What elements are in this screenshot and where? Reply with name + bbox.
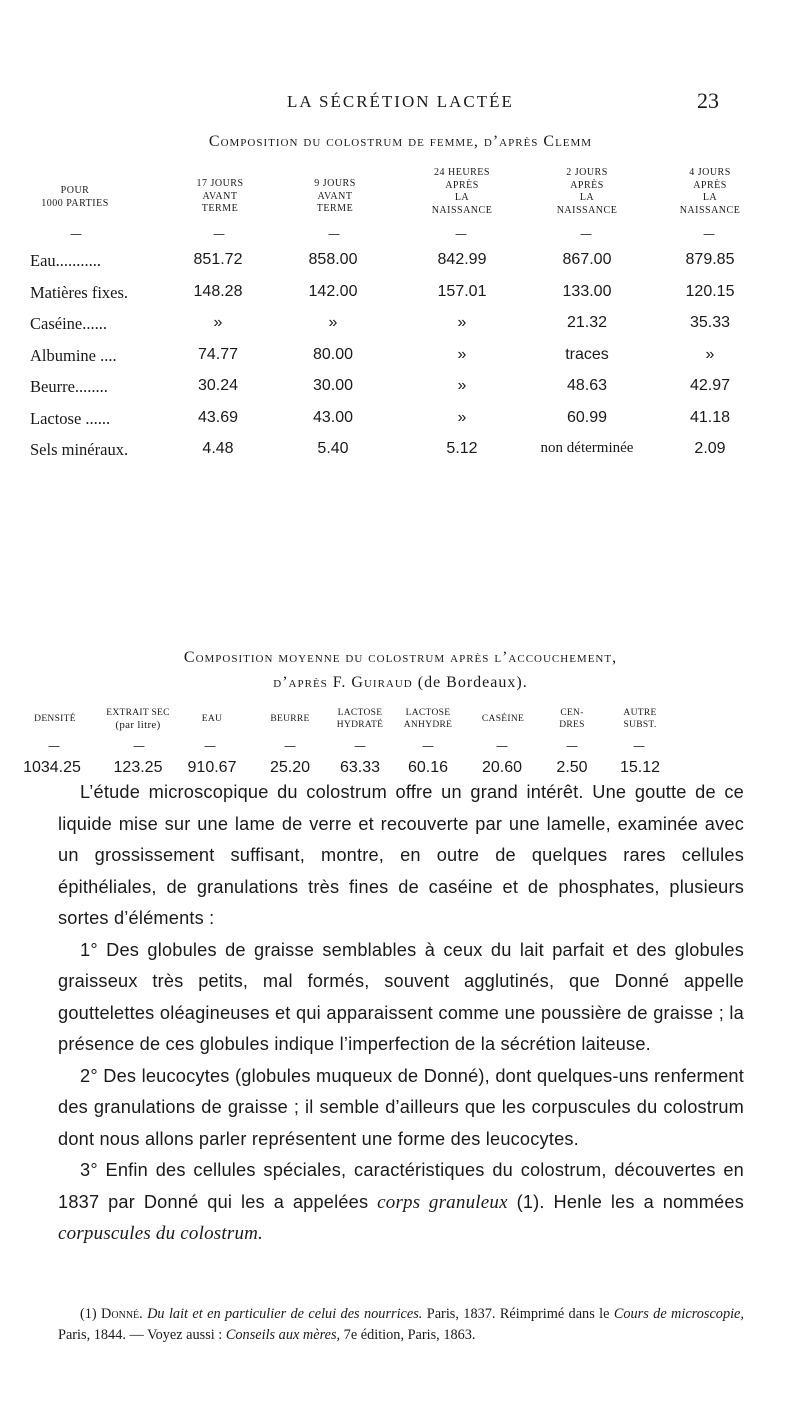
table2-rule-dashes: — — — — — — — — —	[48, 739, 645, 753]
table1-header-cell: 9 JOURS AVANT TERME	[314, 178, 356, 214]
table2-header-cell: EAU	[201, 714, 223, 724]
table-cell: 133.00	[562, 282, 612, 300]
text-run: (1) Donné.	[80, 1306, 148, 1322]
table-cell: »	[457, 314, 467, 331]
table-cell: 5.12	[446, 440, 478, 457]
table-row	[20, 247, 780, 279]
table2-header-cell: DENSITÉ	[34, 714, 76, 724]
table-cell: 80.00	[312, 345, 354, 363]
table-row	[20, 405, 780, 437]
running-head	[0, 88, 801, 122]
table-cell: »	[457, 345, 467, 363]
table1-clemm	[20, 165, 780, 468]
table-cell: 20.60	[481, 759, 523, 776]
text-run: Paris, 1844. — Voyez aussi :	[58, 1327, 226, 1343]
table-cell: 43.69	[197, 408, 239, 426]
table1-caption: Composition du colostrum de femme, d’après Clemm	[208, 133, 593, 150]
table-cell: 4.48	[202, 440, 234, 457]
table1-rule-dashes: — — — — — —	[70, 227, 715, 241]
table-cell: 2.50	[556, 759, 588, 776]
table-cell: 60.16	[407, 759, 449, 776]
paragraph: 1° Des globules de graisse semblables à ceux du lait parfait et des globules graisseux très petits, mal formés, souvent agglutinés, que Donné appelle gouttelettes oléagineuses et qui apparaissent comme une poussière de graisse ; la présence de ces globules indique l’imperfection de la sécrétion laiteuse.	[58, 939, 744, 1054]
table1-header-cell: 24 HEURES APRÈS LA NAISSANCE	[431, 167, 493, 216]
italic-title: Cours de microscopie,	[613, 1306, 744, 1322]
table2-header-cell: LACTOSE HYDRATÉ	[336, 708, 384, 730]
row-label: Matières fixes.	[30, 282, 129, 302]
table-cell: »	[457, 377, 467, 394]
row-label: Beurre........	[30, 377, 108, 396]
table1-header-cell: POUR 1000 PARTIES	[41, 185, 109, 209]
table2-caption-line2	[0, 674, 801, 692]
row-label: Sels minéraux.	[30, 440, 129, 459]
table-cell: 60.99	[566, 408, 608, 426]
table2-caption-place: (de Bordeaux).	[417, 674, 528, 691]
italic-term: corpuscules du colostrum.	[58, 1223, 264, 1244]
text-run: 3° Enfin des cellules spéciales, caractéristiques du colostrum, découvertes en 1837 par Donné qui les a appelées	[58, 1160, 744, 1212]
table-row	[20, 436, 780, 468]
table-cell: 120.15	[685, 282, 735, 300]
running-title: LA SÉCRÉTION LACTÉE	[287, 92, 514, 111]
table-cell: 48.63	[566, 377, 608, 394]
footnote	[58, 1304, 744, 1346]
paragraph	[58, 1155, 744, 1250]
table-cell: non déterminée	[540, 440, 634, 456]
row-label: Eau...........	[30, 251, 102, 270]
table-cell: »	[705, 345, 715, 363]
table1-header	[20, 165, 780, 227]
table1-header-cell: 17 JOURS AVANT TERME	[196, 178, 244, 214]
table1-header-cell: 2 JOURS APRÈS LA NAISSANCE	[556, 167, 618, 216]
table-cell: »	[457, 408, 467, 426]
italic-term: corps granuleux	[377, 1191, 508, 1213]
text-run: (1). Henle les a nommées	[507, 1191, 744, 1212]
table-cell: 25.20	[269, 759, 311, 776]
table-cell: 5.40	[317, 440, 349, 457]
table2-header	[20, 705, 780, 739]
table2-header-cell: CEN- DRES	[559, 708, 585, 730]
italic-title: Conseils aux mères,	[225, 1327, 341, 1343]
table-cell: 21.32	[566, 314, 608, 331]
paragraph: 2° Des leucocytes (globules muqueux de Donné), dont quelques-uns renferment des granulations de graisse ; il semble d’ailleurs que les corpuscules du colostrum dont nous allons parler représentent une forme des leucocytes.	[58, 1065, 744, 1149]
table-cell: 2.09	[694, 440, 726, 457]
table-row	[20, 342, 780, 374]
table-cell: »	[213, 314, 223, 331]
table-row	[20, 373, 780, 405]
table-cell: »	[328, 314, 338, 331]
table-cell: 910.67	[187, 759, 237, 776]
table2-header-cell: AUTRE SUBST.	[623, 708, 657, 730]
table-cell: 41.18	[689, 408, 731, 426]
table-row	[20, 310, 780, 342]
text-run: 7e édition, Paris, 1863.	[340, 1327, 476, 1343]
table-cell: 35.33	[689, 314, 731, 331]
italic-title: Du lait et en particulier de celui des nourrices.	[147, 1306, 423, 1322]
table-cell: 42.97	[689, 377, 731, 394]
body-text	[58, 777, 744, 1250]
table-cell: 157.01	[437, 282, 487, 300]
table-cell: 858.00	[308, 251, 358, 268]
table2-guiraud	[20, 705, 780, 783]
table2-header-cell: LACTOSE ANHYDRE	[403, 708, 453, 730]
table-cell: 842.99	[437, 251, 487, 268]
table-cell: 63.33	[339, 759, 381, 776]
row-label: Lactose ......	[30, 408, 111, 428]
table-cell: 851.72	[193, 251, 243, 268]
footnote-text	[58, 1304, 744, 1346]
table-cell: 123.25	[113, 759, 163, 776]
table-cell: 30.24	[197, 377, 239, 394]
table2-caption-line1: Composition moyenne du colostrum après l’accouchement,	[183, 649, 618, 666]
table-cell: 148.28	[193, 282, 243, 300]
table2-header-cell: CASÉINE	[481, 714, 525, 724]
table-cell: 867.00	[562, 251, 612, 268]
table-cell: 74.77	[197, 345, 239, 363]
row-label: Caséine......	[30, 314, 107, 333]
table1-header-cell: 4 JOURS APRÈS LA NAISSANCE	[679, 167, 741, 216]
row-label: Albumine ....	[30, 345, 117, 365]
paragraph: L’étude microscopique du colostrum offre un grand intérêt. Une goutte de ce liquide mise sur une lame de verre et recouverte par une lamelle, examinée avec un grossissement suffisant, montre, en outre de quelques rares cellules épithéliales, de granulations très fines de caséine et de phosphates, plusieurs sortes d’éléments :	[58, 782, 744, 928]
table-cell: 15.12	[619, 759, 661, 776]
table-cell: 142.00	[308, 282, 358, 300]
page-number: 23	[697, 88, 719, 113]
table2-caption-author: d’après F. Guiraud	[273, 674, 413, 691]
table-cell: 30.00	[312, 377, 354, 394]
text-run: Paris, 1837. Réimprimé dans le	[422, 1306, 614, 1322]
table-cell: 43.00	[312, 408, 354, 426]
table-cell: 1034.25	[23, 759, 81, 776]
table-row	[20, 279, 780, 311]
table2-header-cell: EXTRAIT SEC (par litre)	[106, 708, 170, 731]
table-cell: 879.85	[685, 251, 735, 268]
table2-header-cell: BEURRE	[270, 714, 310, 724]
table-cell: traces	[565, 345, 609, 363]
